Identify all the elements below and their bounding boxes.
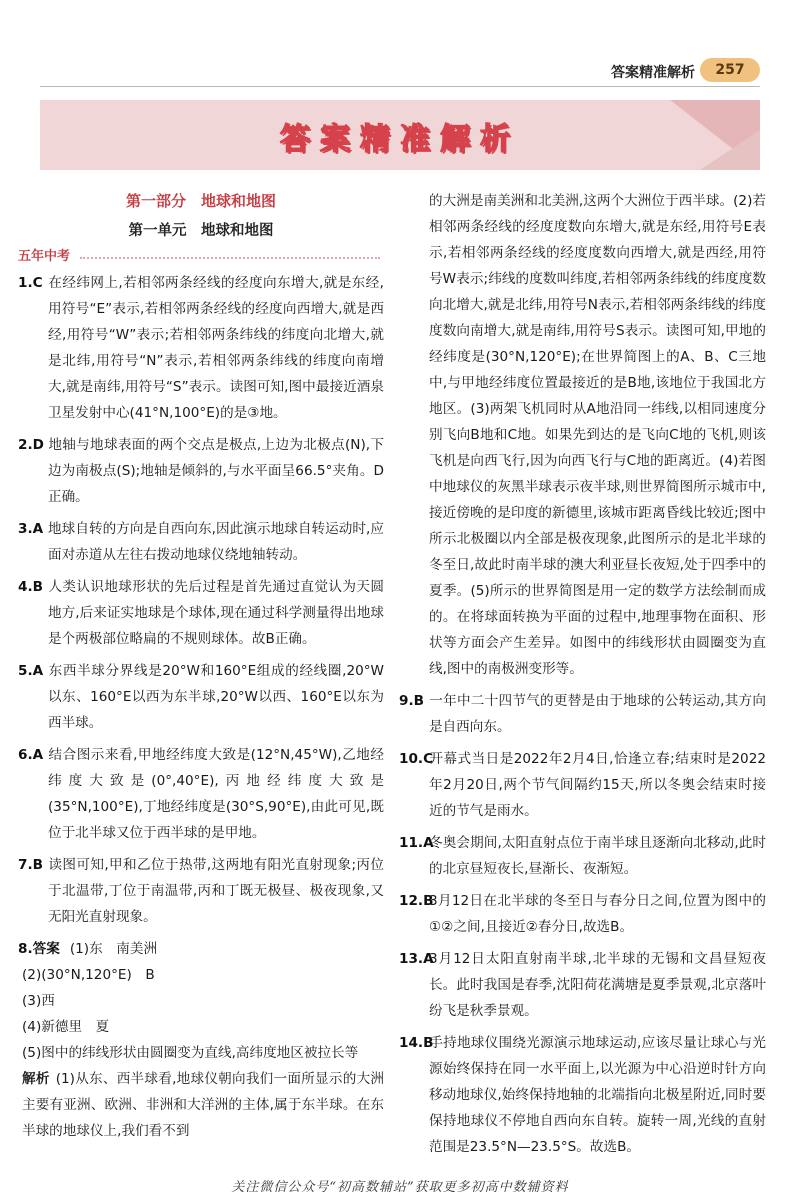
- answer-number: 3.A: [18, 521, 44, 537]
- answer-item-10: [399, 746, 766, 824]
- section-tag-label: 五年中考: [18, 249, 71, 264]
- answer-item-3: [18, 516, 384, 568]
- answer-item-5: [18, 658, 384, 736]
- answer-text: 东西半球分界线是20°W和160°E组成的经线圈,20°W以东、160°E以西为东半球,20°W以西、160°E以东为西半球。: [48, 663, 384, 731]
- answer-number: 4.B: [18, 579, 43, 595]
- answer-text: 一年中二十四节气的更替是由于地球的公转运动,其方向是自西向东。: [429, 693, 766, 735]
- header-section-title: 答案精准解析: [611, 65, 695, 81]
- answer-number: 1.C: [18, 275, 43, 291]
- unit-title: 第一单元 地球和地图: [128, 223, 274, 239]
- page-number-badge: 257: [700, 58, 760, 82]
- answer-text: 开幕式当日是2022年2月4日,恰逢立春;结束时是2022年2月20日,两个节气间隔约15天,所以冬奥会结束时接近的节气是雨水。: [429, 751, 766, 819]
- answer-item-6: [18, 742, 384, 846]
- answer-item-13: [399, 946, 766, 1024]
- answer-item-2: [18, 432, 384, 510]
- answer-item-1: [18, 270, 384, 426]
- answer-text: 地轴与地球表面的两个交点是极点,上边为北极点(N),下边为南极点(S);地轴是倾斜的,与水平面呈66.5°夹角。D正确。: [48, 437, 384, 505]
- answer-number: 8.答案: [18, 941, 60, 957]
- part-title: 第一部分 地球和地图: [125, 192, 276, 210]
- answer-number: 5.A: [18, 663, 44, 679]
- answer-text: 手持地球仪围绕光源演示地球运动,应该尽量让球心与光源始终保持在同一水平面上,以光源为中心沿逆时针方向移动地球仪,始终保持地轴的北端指向北极星附近,同时要保持地球仪不停地自西向东自转。旋转一周,光线的直射范围是23.5°N—23.5°S。故选B。: [429, 1035, 766, 1155]
- answer-item-14: [399, 1030, 766, 1160]
- answer-8-explanation: [18, 1066, 384, 1144]
- answer-8-part-4: (4)新德里 夏: [22, 1019, 110, 1035]
- answer-item-4: [18, 574, 384, 652]
- answer-number: 11.A: [399, 835, 434, 851]
- answer-item-8: [18, 936, 384, 1144]
- answer-number: 12.B: [399, 893, 434, 909]
- answer-8-part-3: (3)西: [22, 993, 55, 1009]
- answer-8-part-5: (5)图中的纬线形状由圆圈变为直线,高纬度地区被拉长等: [22, 1045, 359, 1061]
- answer-number: 2.D: [18, 437, 44, 453]
- answer-number: 10.C: [399, 751, 434, 767]
- answer-number: 13.A: [399, 951, 434, 967]
- banner-title: 答案精准解析: [280, 122, 520, 157]
- answer-text: 读图可知,甲和乙位于热带,这两地有阳光直射现象;丙位于北温带,丁位于南温带,丙和丁既无极昼、极夜现象,又无阳光直射现象。: [48, 857, 384, 925]
- answer-text: 在经纬网上,若相邻两条经线的经度向东增大,就是东经,用符号“E”表示,若相邻两条经线的经度向西增大,就是西经,用符号“W”表示;若相邻两条纬线的纬度向北增大,就是北纬,用符号“N”表示,若相邻两条纬线的纬度向南增大,就是南纬,用符号“S”表示。读图可知,图中最接近酒泉卫星发射中心(41°N,100°E)的是③地。: [48, 275, 384, 421]
- section-tag-rule: [80, 257, 380, 259]
- answer-8-explanation-continued: 的大洲是南美洲和北美洲,这两个大洲位于西半球。(2)若相邻两条经线的经度度数向东增大,就是东经,用符号E表示,若相邻两条经线的经度度数向西增大,就是西经,用符号W表示;纬线的度数叫纬度,若相邻两条纬线的纬度度数向北增大,就是北纬,用符号N表示,若相邻两条纬线的纬度度数向南增大,就是南纬,用符号S表示。读图可知,甲地的经纬度是(30°N,120°E);在世界简图上的A、B、C三地中,与甲地经纬度位置最接近的是B地,该地位于我国北方地区。(3)两架飞机同时从A地沿同一纬线,以相同速度分别飞向B地和C地。如果先到达的是飞向C地的飞机,则该飞机是向西飞行,因为向西飞行与C地的距离近。(4)若图中地球仪的灰黑半球表示夜半球,则世界简图所示城市中,接近傍晚的是印度的新德里,该城市距离昏线比较近;图中所示北极圈以内全部是极夜现象,此图所示的是北半球的冬至日,故此时南半球的澳大利亚昼长夜短,处于四季中的夏季。(5)所示的世界简图是用一定的数学方法绘制而成的。在将球面转换为平面的过程中,地理事物在面积、形状等方面会产生差异。如图中的纬线形状由圆圈变为直线,图中的南极洲变形等。: [429, 193, 766, 677]
- answer-item-7: [18, 852, 384, 930]
- answer-item-9: [399, 688, 766, 740]
- right-column: [399, 188, 766, 1160]
- answer-number: 7.B: [18, 857, 43, 873]
- section-tag: [18, 246, 384, 268]
- answer-item-11: [399, 830, 766, 882]
- left-column: [18, 188, 384, 1144]
- header-divider: [40, 86, 760, 87]
- answer-8-part-1: (1)东 南美洲: [69, 941, 158, 957]
- answer-text: 结合图示来看,甲地经纬度大致是(12°N,45°W),乙地经纬度大致是(0°,40°E),丙地经纬度大致是(35°N,100°E),丁地经纬度是(30°S,90°E),由此可见,既位于北半球又位于西半球的是甲地。: [48, 747, 384, 841]
- answer-text: 冬奥会期间,太阳直射点位于南半球且逐渐向北移动,此时的北京昼短夜长,昼渐长、夜渐短。: [429, 835, 766, 877]
- answer-8-line-1: [18, 936, 384, 962]
- explanation-text: (1)从东、西半球看,地球仪朝向我们一面所显示的大洲主要有亚洲、欧洲、非洲和大洋洲的主体,属于东半球。在东半球的地球仪上,我们看不到: [22, 1071, 385, 1139]
- answer-number: 6.A: [18, 747, 44, 763]
- footer-note: 关注微信公众号“初高数辅站”获取更多初高中数辅资料: [231, 1180, 569, 1195]
- answer-text: 地球自转的方向是自西向东,因此演示地球自转运动时,应面对赤道从左往右拨动地球仪绕地轴转动。: [48, 521, 384, 563]
- answer-text: 3月12日在北半球的冬至日与春分日之间,位置为图中的①②之间,且接近②春分日,故选B。: [429, 893, 766, 935]
- explanation-label: 解析: [22, 1071, 50, 1087]
- answer-number: 14.B: [399, 1035, 434, 1051]
- answer-text: 3月12日太阳直射南半球,北半球的无锡和文昌昼短夜长。此时我国是春季,沈阳荷花满塘是夏季景观,北京落叶纷飞是秋季景观。: [429, 951, 766, 1019]
- answer-number: 9.B: [399, 693, 424, 709]
- answer-text: 人类认识地球形状的先后过程是首先通过直觉认为天圆地方,后来证实地球是个球体,现在通过科学测量得出地球是个两极部位略扁的不规则球体。故B正确。: [48, 579, 384, 647]
- answer-8-part-2: (2)(30°N,120°E) B: [22, 967, 155, 983]
- answer-item-12: [399, 888, 766, 940]
- title-banner: [40, 100, 760, 170]
